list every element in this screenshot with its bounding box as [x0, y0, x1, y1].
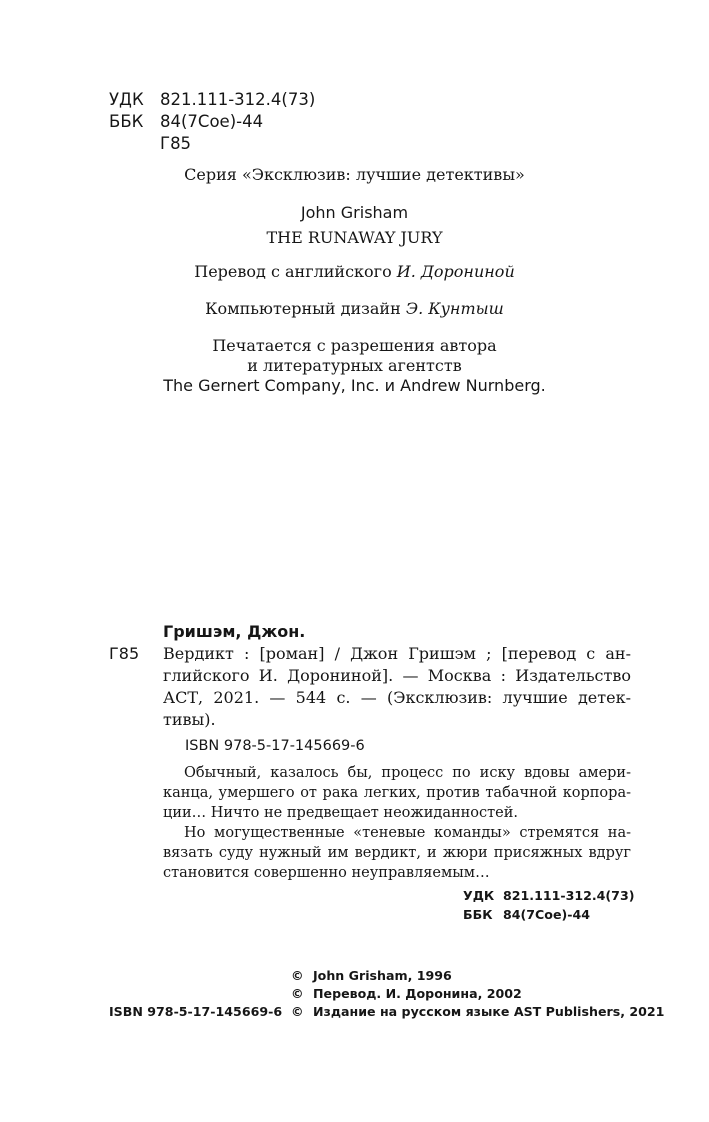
design-prefix: Компьютерный дизайн [205, 299, 406, 318]
permission-line-2: и литературных агентств [247, 356, 462, 375]
catalog-heading: Гришэм, Джон. [163, 622, 306, 641]
design-credit [0, 298, 709, 320]
original-author: John Grisham [300, 203, 409, 222]
bbk-label-bottom: ББК [463, 907, 493, 922]
bbk-value: 84(7Сое)-44 [160, 112, 264, 131]
series-line: Серия «Эксклюзив: лучшие детективы» [184, 165, 525, 184]
catalog-isbn: ISBN 978-5-17-145669-6 [185, 738, 365, 754]
copyright-isbn: ISBN 978-5-17-145669-6 [109, 1004, 283, 1019]
udk-label: УДК [109, 90, 144, 109]
permission-line-3: The Gernert Company, Inc. и Andrew Nurnberg. [163, 376, 546, 395]
udk-value-bottom: 821.111-312.4(73) [503, 888, 635, 903]
bbk-value-bottom: 84(7Сое)-44 [503, 907, 590, 922]
catalog-line-4: тивы). [163, 710, 216, 729]
annotation-p1-line-2: канца, умершего от рака легких, против табачной корпора- [163, 785, 631, 801]
copyright-symbol-3: © [291, 1004, 304, 1019]
udk-label-bottom: УДК [463, 888, 495, 903]
copyright-symbol-2: © [291, 986, 304, 1001]
annotation-p1-line-1: Обычный, казалось бы, процесс по иску вдовы амери- [184, 765, 631, 781]
annotation-p2-line-3: становится совершенно неуправляемым… [163, 865, 490, 881]
catalog-line-1: Вердикт : [роман] / Джон Гришэм ; [перевод с ан- [163, 644, 631, 663]
author-sign: Г85 [160, 134, 192, 153]
copyright-symbol-1: © [291, 968, 304, 983]
translation-prefix: Перевод с английского [194, 262, 397, 281]
catalog-line-2: глийского И. Дорониной]. — Москва : Издательство [163, 666, 631, 685]
udk-value: 821.111-312.4(73) [160, 90, 316, 109]
copyright-item-2: Перевод. И. Доронина, 2002 [313, 986, 522, 1001]
catalog-sign: Г85 [109, 644, 140, 663]
annotation-p2-line-2: вязать суду нужный им вердикт, и жюри присяжных вдруг [163, 845, 631, 861]
annotation-p1-line-3: ции… Ничто не предвещает неожиданностей. [163, 805, 519, 821]
bbk-label: ББК [109, 112, 144, 131]
translation-credit [0, 261, 709, 283]
original-title: THE RUNAWAY JURY [266, 228, 443, 247]
permission-line-1: Печатается с разрешения автора [212, 336, 497, 355]
designer-name: Э. Кунтыш [405, 299, 504, 318]
copyright-item-3: Издание на русском языке AST Publishers, 2021 [313, 1004, 665, 1019]
catalog-line-3: АСТ, 2021. — 544 с. — (Эксклюзив: лучшие детек- [163, 688, 631, 707]
translator-name: И. Дорониной [396, 262, 515, 281]
copyright-item-1: John Grisham, 1996 [313, 968, 452, 983]
annotation-p2-line-1: Но могущественные «теневые команды» стремятся на- [184, 825, 631, 841]
